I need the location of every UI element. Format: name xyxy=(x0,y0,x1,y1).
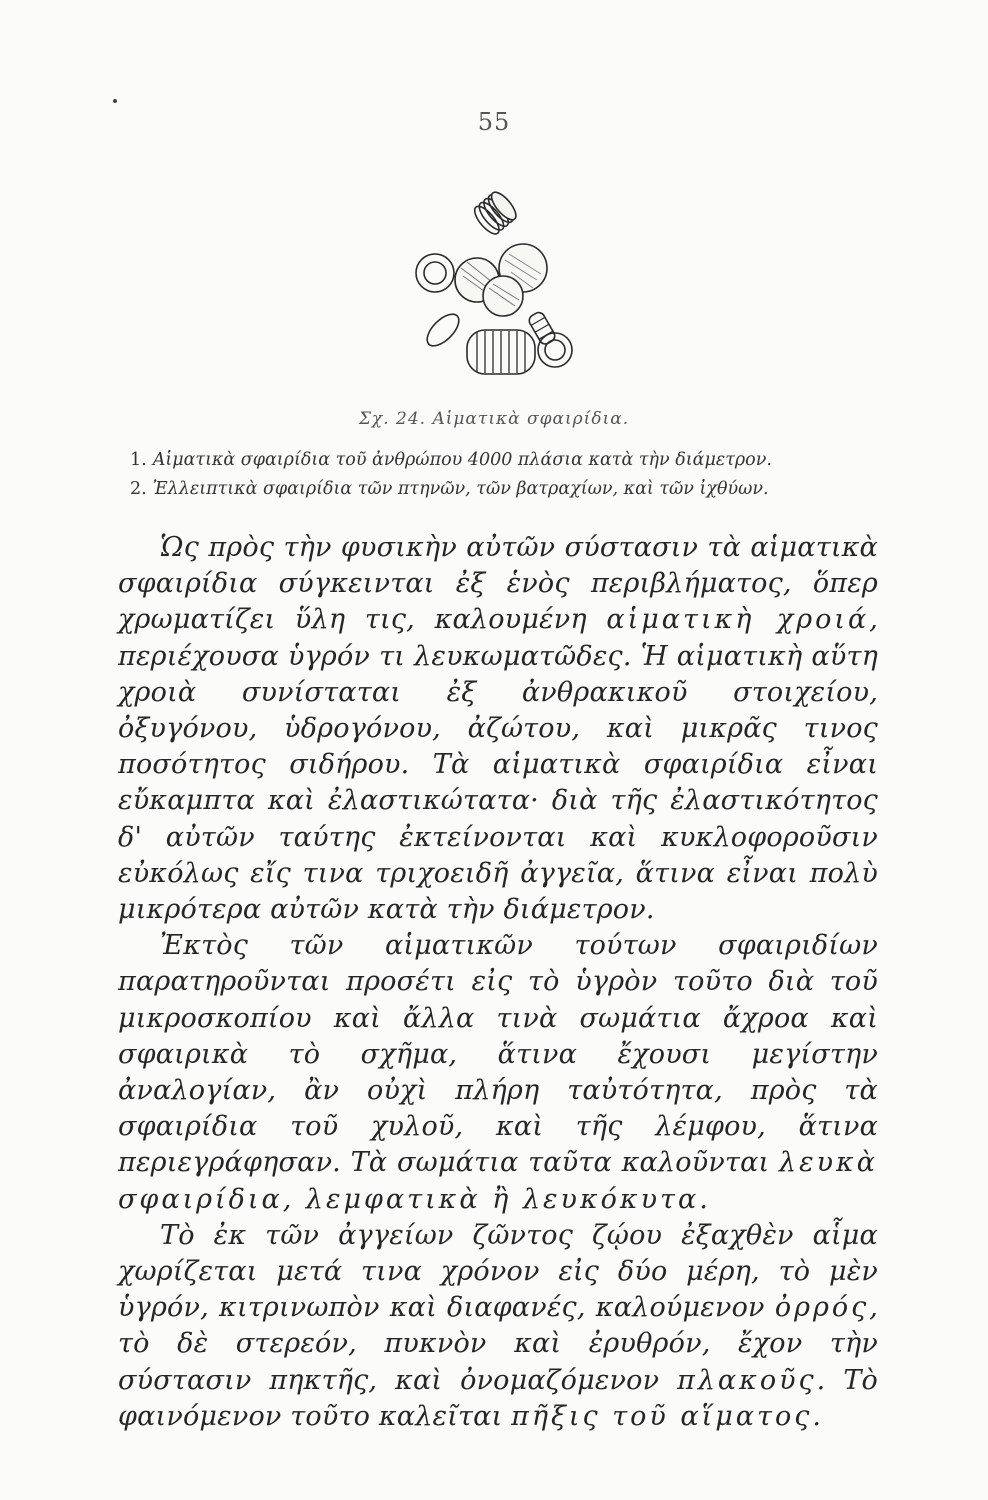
paragraph-text: . xyxy=(812,1400,822,1432)
legend-number: 2. xyxy=(130,479,147,499)
paragraph-text: Τὸ ἐκ τῶν ἀγγείων ζῶντος ζῴου ἐξαχθὲν αἷμα χωρίζεται μετά τινα χρόνον εἰς δύο μέρη, τὸ μὲν ὑγρόν, κιτρινωπὸν καὶ διαφανές, καλούμενον xyxy=(118,1219,878,1324)
emphasized-term: πῆξις τοῦ αἵματος xyxy=(511,1400,813,1432)
page-number: 55 xyxy=(477,108,511,136)
emphasized-term: λευκὰ σφαιρίδια, λεμφατικὰ ἢ λευκόκυτα. xyxy=(118,1147,878,1215)
paragraph xyxy=(118,1218,878,1435)
emphasized-term: αἱματικὴ χροιά xyxy=(606,604,870,636)
blood-cells-illustration xyxy=(405,180,585,390)
legend-text: Αἱματικὰ σφαιρίδια τοῦ ἀνθρώπου 4000 πλάσια κατὰ τὴν διάμετρον. xyxy=(152,450,772,470)
paragraph-text: Ὡς πρὸς τὴν φυσικὴν αὐτῶν σύστασιν τὰ αἱματικὰ σφαιρίδια σύγκεινται ἐξ ἑνὸς περιβλήματος, ὅπερ χρωματίζει ὕλη τις, καλουμένη xyxy=(118,532,878,636)
emphasized-term: πλακοῦς xyxy=(677,1364,817,1396)
figure-legend xyxy=(130,446,890,504)
legend-item xyxy=(130,475,890,504)
figure-caption: Σχ. 24. Αἱματικὰ σφαιρίδια. xyxy=(358,409,630,429)
paragraph-text: . Τὸ φαινόμενον τοῦτο καλεῖται xyxy=(118,1364,878,1432)
legend-item xyxy=(130,446,890,475)
legend-number: 1. xyxy=(130,450,147,470)
cell-disc-left xyxy=(416,254,454,292)
paragraph xyxy=(118,928,878,1218)
paragraph xyxy=(118,530,878,928)
page-speck xyxy=(113,99,117,103)
emphasized-term: ὀρρός xyxy=(774,1292,870,1324)
legend-text: Ἐλλειπτικὰ σφαιρίδια τῶν πτηνῶν, τῶν βατραχίων, καὶ τῶν ἰχθύων. xyxy=(152,479,769,499)
paragraph-text: , περιέχουσα ὑγρόν τι λευκωματῶδες. Ἡ αἱματικὴ αὕτη χροιὰ συνίσταται ἐξ ἀνθρακικοῦ στοιχείου, ὀξυγόνου, ὑδρογόνου, ἀζώτου, καὶ μικρᾶς τινος ποσότητος σιδήρου. Τὰ αἱματικὰ σφαιρίδια εἶναι εὔκαμπτα καὶ ἐλαστικώτατα· διὰ τῆς ἐλαστικότητος δ' αὐτῶν ταύτης ἐκτείνονται καὶ κυκλοφοροῦσιν εὐκόλως εἴς τινα τριχοειδῆ ἀγγεῖα, ἅτινα εἶναι πολὺ μικρότερα αὐτῶν κατὰ τὴν διάμετρον. xyxy=(118,604,878,926)
paragraph-text: Ἐκτὸς τῶν αἱματικῶν τούτων σφαιριδίων παρατηροῦνται προσέτι εἰς τὸ ὑγρὸν τοῦτο διὰ τοῦ μικροσκοπίου καὶ ἄλλα τινὰ σωμάτια ἄχροα καὶ σφαιρικὰ τὸ σχῆμα, ἅτινα ἔχουσι μεγίστην ἀναλογίαν, ἂν οὐχὶ πλήρη ταὐτότητα, πρὸς τὰ σφαιρίδια τοῦ χυλοῦ, καὶ τῆς λέμφου, ἅτινα περιεγράφησαν. Τὰ σωμάτια ταῦτα καλοῦνται xyxy=(118,930,878,1179)
stacked-cells-top xyxy=(471,188,520,237)
rouleau-stack xyxy=(467,330,535,374)
body-text xyxy=(118,530,878,1435)
paragraph-text: , τὸ δὲ στερεόν, πυκνὸν καὶ ἐρυθρόν, ἔχον τὴν σύστασιν πηκτῆς, καὶ ὀνομαζόμενον xyxy=(118,1292,878,1396)
cell-elliptical-left xyxy=(422,309,464,351)
